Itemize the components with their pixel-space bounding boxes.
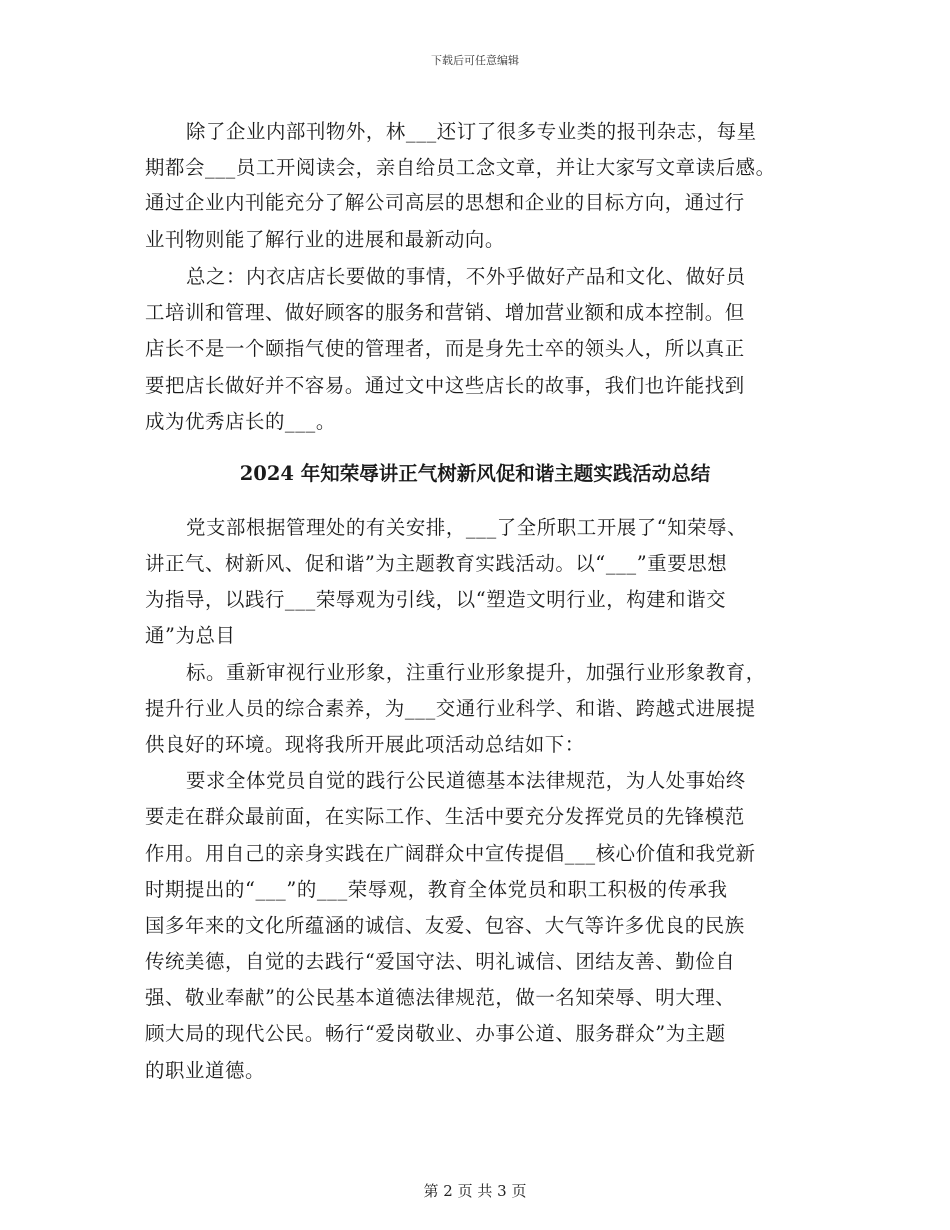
paragraph-4-line-1: 标。重新审视行业形象，注重行业形象提升，加强行业形象教育， — [186, 661, 766, 684]
paragraph-5-line-5: 国多年来的文化所蕴涵的诚信、友爱、包容、大气等许多优良的民族 — [145, 914, 745, 937]
paragraph-5-line-7: 强、敬业奉献”的公民基本道德法律规范，做一名知荣辱、明大理、 — [145, 986, 736, 1009]
paragraph-5-line-9: 的职业道德。 — [145, 1059, 265, 1082]
paragraph-1-line-4: 业刊物则能了解行业的进展和最新动向。 — [145, 228, 505, 251]
paragraph-2-line-4: 要把店长做好并不容易。通过文中这些店长的故事，我们也许能找到 — [145, 374, 745, 397]
paragraph-2-line-1: 总之：内衣店店长要做的事情，不外乎做好产品和文化、做好员 — [186, 265, 746, 288]
paragraph-5-line-4: 时期提出的“___”的___荣辱观，教育全体党员和职工积极的传承我 — [145, 878, 728, 901]
paragraph-3-line-2: 讲正气、树新风、促和谐”为主题教育实践活动。以“___”重要思想 — [145, 552, 728, 575]
paragraph-5-line-6: 传统美德，自觉的去践行“爱国守法、明礼诚信、团结友善、勤俭自 — [145, 950, 736, 973]
paragraph-1-line-3: 通过企业内刊能充分了解公司高层的思想和企业的目标方向，通过行 — [145, 191, 745, 214]
paragraph-3-line-4: 通”为总目 — [145, 624, 236, 647]
section-title: 2024 年知荣辱讲正气树新风促和谐主题实践活动总结 — [239, 462, 711, 485]
paragraph-1-line-1: 除了企业内部刊物外，林___还订了很多专业类的报刊杂志，每星 — [186, 120, 757, 143]
paragraph-3-line-3: 为指导，以践行___荣辱观为引线，以“塑造文明行业，构建和谐交 — [145, 588, 727, 611]
paragraph-5-line-3: 作用。用自己的亲身实践在广阔群众中宣传提倡___核心价值和我党新 — [145, 842, 756, 865]
paragraph-5-line-2: 要走在群众最前面，在实际工作、生活中要充分发挥党员的先锋模范 — [145, 805, 745, 828]
page-header: 下载后可任意编辑 — [431, 54, 519, 67]
paragraph-4-line-2: 提升行业人员的综合素养，为___交通行业科学、和谐、跨越式进展提 — [145, 697, 756, 720]
paragraph-3-line-1: 党支部根据管理处的有关安排，___了全所职工开展了“知荣辱、 — [186, 516, 748, 539]
paragraph-5-line-1: 要求全体党员自觉的践行公民道德基本法律规范，为人处事始终 — [186, 769, 746, 792]
paragraph-4-line-3: 供良好的环境。现将我所开展此项活动总结如下： — [145, 733, 585, 756]
paragraph-2-line-2: 工培训和管理、做好顾客的服务和营销、增加营业额和成本控制。但 — [145, 301, 745, 324]
paragraph-2-line-3: 店长不是一个颐指气使的管理者，而是身先士卒的领头人，所以真正 — [145, 337, 745, 360]
page-footer: 第 2 页 共 3 页 — [423, 1182, 527, 1200]
paragraph-1-line-2: 期都会___员工开阅读会，亲自给员工念文章，并让大家写文章读后感。 — [145, 156, 776, 179]
paragraph-2-line-5: 成为优秀店长的___。 — [145, 410, 336, 433]
paragraph-5-line-8: 顾大局的现代公民。畅行“爱岗敬业、办事公道、服务群众”为主题 — [145, 1022, 726, 1045]
